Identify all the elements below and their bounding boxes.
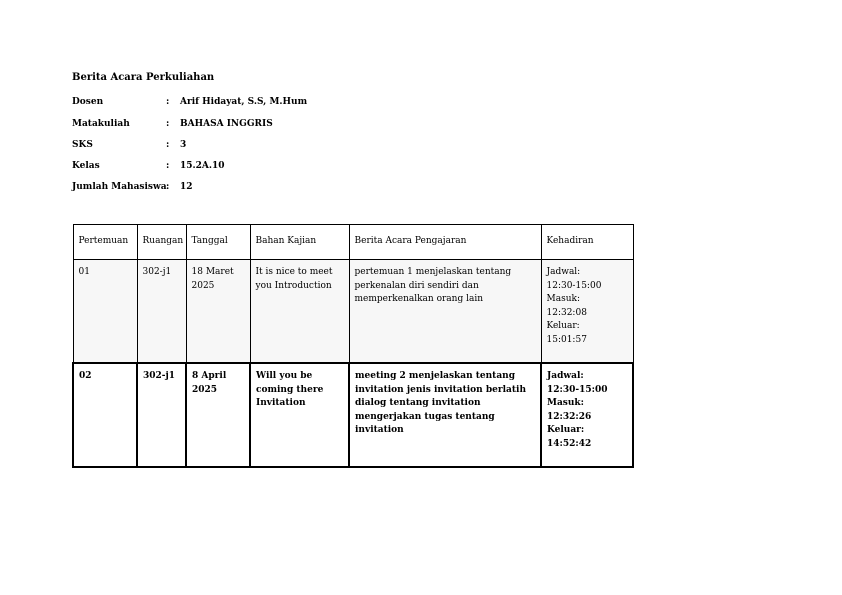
table-row (73, 363, 633, 467)
meta-value-kelas: 15.2A.10 (180, 161, 225, 171)
meta-colon: : (166, 182, 170, 192)
meta-colon: : (166, 97, 170, 107)
column-header-pertemuan: Pertemuan (73, 225, 137, 260)
cell-bahan-kajian: Will you be coming there Invitation (250, 363, 349, 467)
document-title: Berita Acara Perkuliahan (72, 72, 215, 83)
cell-ruangan: 302-j1 (137, 260, 186, 364)
cell-bahan-kajian: It is nice to meet you Introduction (250, 260, 349, 364)
keluar-value: 14:52:42 (547, 438, 592, 449)
jadwal-label: Jadwal: (547, 371, 584, 381)
keluar-label: Keluar: (547, 425, 585, 435)
table-header-row (73, 225, 633, 260)
meta-colon: : (166, 140, 170, 150)
jadwal-label: Jadwal: (546, 267, 581, 277)
column-header-ruangan: Ruangan (137, 225, 186, 260)
meta-label: Kelas (72, 161, 100, 171)
meta-value-matakuliah: BAHASA INGGRIS (180, 119, 273, 129)
cell-kehadiran (541, 260, 633, 364)
jadwal-value: 12:30-15:00 (546, 280, 602, 291)
masuk-value: 12:32:08 (546, 307, 587, 318)
attendance-table (72, 224, 634, 468)
cell-tanggal: 18 Maret 2025 (186, 260, 250, 364)
meta-colon: : (166, 119, 170, 129)
column-header-bahan-kajian: Bahan Kajian (250, 225, 349, 260)
column-header-kehadiran: Kehadiran (541, 225, 633, 260)
meta-value-jumlah-mahasiswa: 12 (180, 182, 193, 192)
meta-value-dosen: Arif Hidayat, S.S, M.Hum (180, 97, 308, 107)
meta-label: Dosen (72, 97, 104, 107)
meta-label: Jumlah Mahasiswa (72, 182, 167, 192)
keluar-label: Keluar: (546, 321, 580, 331)
masuk-label: Masuk: (546, 294, 580, 304)
cell-berita-acara: meeting 2 menjelaskan tentang invitation jenis invitation berlatih dialog tentang invitation mengerjakan tugas tentang invitation (349, 363, 541, 467)
meta-label: SKS (72, 140, 93, 150)
cell-pertemuan: 01 (73, 260, 137, 364)
keluar-value: 15:01:57 (546, 334, 587, 345)
table-row (73, 260, 633, 364)
cell-tanggal: 8 April 2025 (186, 363, 250, 467)
meta-value-sks: 3 (180, 140, 187, 150)
cell-pertemuan: 02 (73, 363, 137, 467)
cell-ruangan: 302-j1 (137, 363, 186, 467)
cell-berita-acara: pertemuan 1 menjelaskan tentang perkenalan diri sendiri dan memperkenalkan orang lain (349, 260, 541, 364)
masuk-label: Masuk: (547, 398, 584, 408)
meta-label: Matakuliah (72, 119, 130, 129)
jadwal-value: 12:30-15:00 (547, 384, 608, 395)
meta-colon: : (166, 161, 170, 171)
cell-kehadiran (541, 363, 633, 467)
masuk-value: 12:32:26 (547, 411, 592, 422)
column-header-tanggal: Tanggal (186, 225, 250, 260)
column-header-berita-acara: Berita Acara Pengajaran (349, 225, 541, 260)
